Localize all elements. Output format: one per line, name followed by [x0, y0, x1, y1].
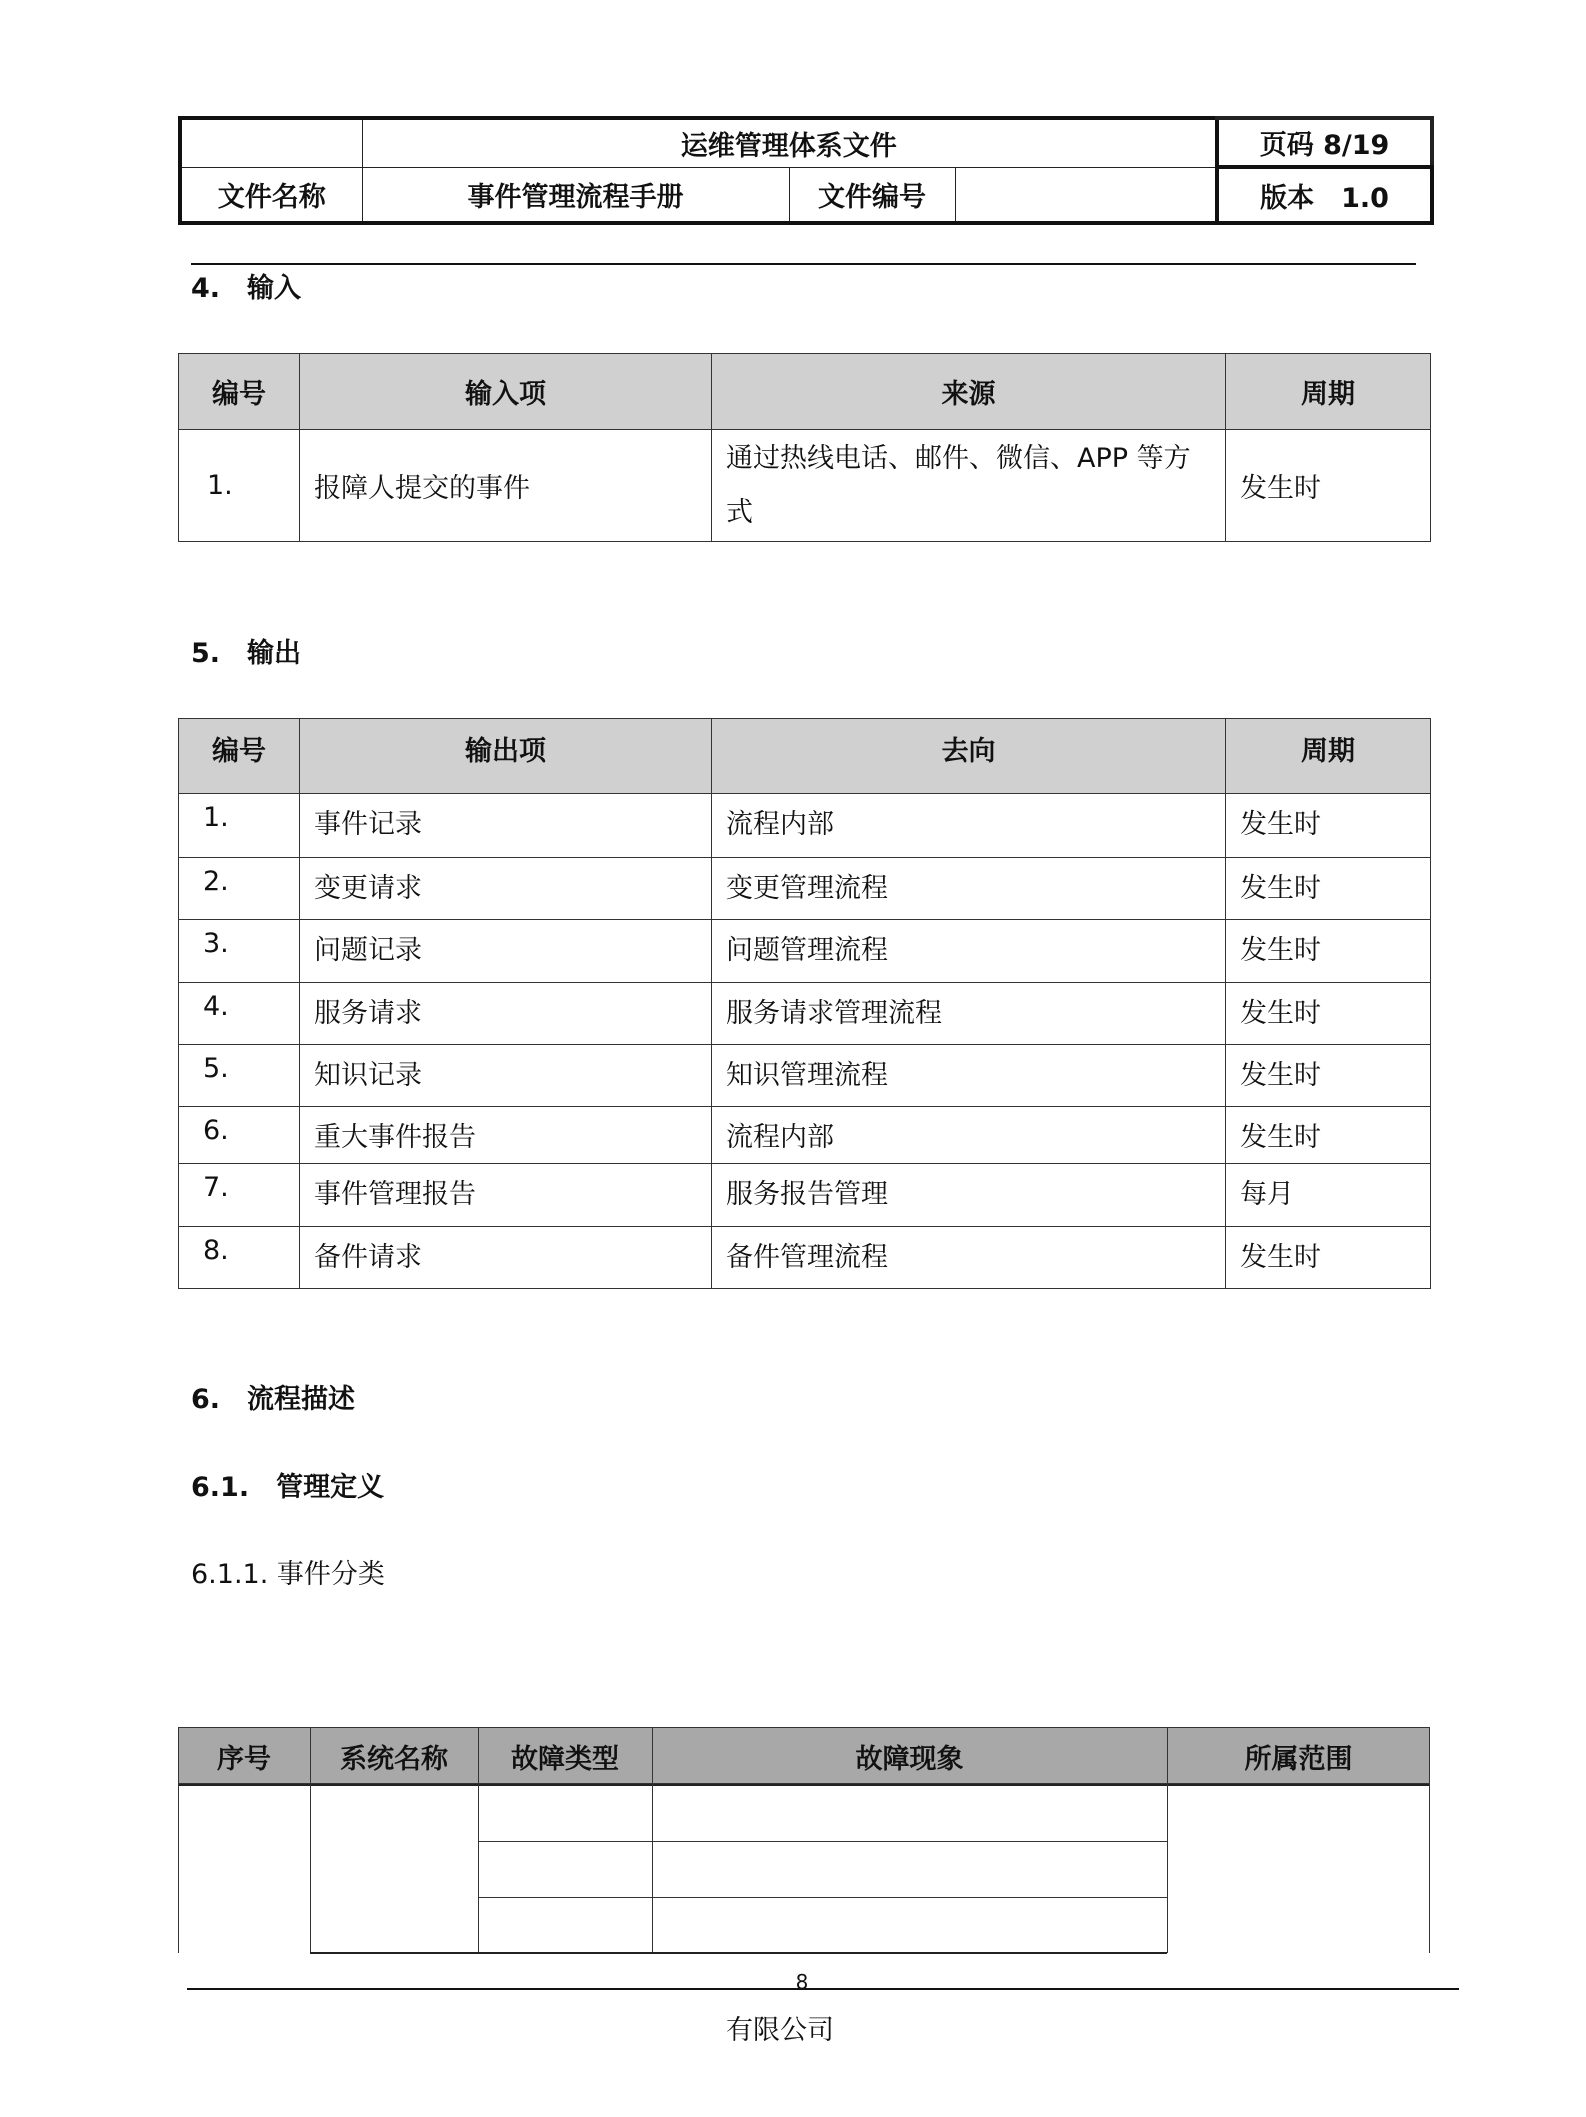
cell-item: 问题记录 — [300, 920, 712, 983]
version-label: 版本 1.0 — [1217, 167, 1432, 223]
cell-no: 1. — [179, 430, 300, 542]
table-row — [179, 1164, 1431, 1227]
cell-period: 发生时 — [1226, 1227, 1431, 1289]
table-row — [179, 430, 1431, 542]
footer-company: 有限公司 — [726, 2015, 834, 2046]
table-row — [179, 983, 1431, 1045]
table-row — [179, 858, 1431, 920]
cell-dest: 备件管理流程 — [712, 1227, 1226, 1289]
cell-item: 事件记录 — [300, 794, 712, 858]
cell-period: 发生时 — [1226, 920, 1431, 983]
cell-period: 发生时 — [1226, 983, 1431, 1045]
cell-period: 发生时 — [1226, 1107, 1431, 1164]
class-header-scope: 所属范围 — [1244, 1744, 1353, 1775]
section-input-heading: 4. 输入 — [191, 273, 302, 304]
output-header-dest: 去向 — [712, 719, 1226, 794]
class-header-system: 系统名称 — [340, 1744, 448, 1775]
input-header-item: 输入项 — [300, 354, 712, 430]
cell-no: 1. — [179, 794, 300, 858]
class-header-no: 序号 — [217, 1744, 271, 1775]
cell-dest: 流程内部 — [712, 794, 1226, 858]
cell-no: 8. — [179, 1227, 300, 1289]
file-name-label: 文件名称 — [180, 167, 362, 223]
cell-no: 4. — [179, 983, 300, 1045]
table-row — [179, 1227, 1431, 1289]
input-header-no: 编号 — [179, 354, 300, 430]
header-rule — [191, 263, 1416, 265]
section-process-heading: 6. 流程描述 — [191, 1384, 356, 1415]
cell-item: 报障人提交的事件 — [300, 430, 712, 542]
class-header-symptom: 故障现象 — [855, 1744, 964, 1775]
cell-dest: 服务报告管理 — [712, 1164, 1226, 1227]
section-mgmt-def-heading: 6.1. 管理定义 — [191, 1472, 385, 1503]
cell-source: 通过热线电话、邮件、微信、APP 等方式 — [712, 430, 1226, 542]
page-label: 页码 8/19 — [1217, 118, 1432, 167]
classification-table — [178, 1727, 1430, 1953]
class-header-type: 故障类型 — [511, 1744, 619, 1775]
cell-period: 发生时 — [1226, 1045, 1431, 1107]
cell-no: 5. — [179, 1045, 300, 1107]
input-table — [178, 353, 1431, 542]
section-classification-heading: 6.1.1. 事件分类 — [191, 1559, 385, 1590]
cell-item: 重大事件报告 — [300, 1107, 712, 1164]
output-header-period: 周期 — [1226, 719, 1431, 794]
cell-dest: 服务请求管理流程 — [712, 983, 1226, 1045]
file-name: 事件管理流程手册 — [362, 167, 789, 223]
cell-item: 备件请求 — [300, 1227, 712, 1289]
footer-page-number: 8 — [795, 1970, 809, 1994]
cell-item: 变更请求 — [300, 858, 712, 920]
table-row — [179, 794, 1431, 858]
table-row — [179, 1107, 1431, 1164]
cell-no: 2. — [179, 858, 300, 920]
cell-no: 7. — [179, 1164, 300, 1227]
input-header-period: 周期 — [1226, 354, 1431, 430]
cell-period: 发生时 — [1226, 794, 1431, 858]
cell-item: 知识记录 — [300, 1045, 712, 1107]
output-table — [178, 718, 1431, 1289]
input-header-source: 来源 — [712, 354, 1226, 430]
section-output-heading: 5. 输出 — [191, 638, 302, 669]
table-row — [179, 920, 1431, 983]
cell-no: 6. — [179, 1107, 300, 1164]
table-row — [179, 1045, 1431, 1107]
file-no — [955, 167, 1217, 223]
footer-rule — [187, 1988, 1459, 1990]
system-title: 运维管理体系文件 — [362, 118, 1217, 167]
file-no-label: 文件编号 — [789, 167, 955, 223]
cell-dest: 流程内部 — [712, 1107, 1226, 1164]
cell-period: 每月 — [1226, 1164, 1431, 1227]
cell-item: 事件管理报告 — [300, 1164, 712, 1227]
cell-dest: 问题管理流程 — [712, 920, 1226, 983]
cell-period: 发生时 — [1226, 430, 1431, 542]
doc-header-table — [178, 116, 1434, 225]
cell-period: 发生时 — [1226, 858, 1431, 920]
cell-no: 3. — [179, 920, 300, 983]
cell-dest: 变更管理流程 — [712, 858, 1226, 920]
output-header-item: 输出项 — [300, 719, 712, 794]
cell-item: 服务请求 — [300, 983, 712, 1045]
cell-dest: 知识管理流程 — [712, 1045, 1226, 1107]
output-header-no: 编号 — [179, 719, 300, 794]
